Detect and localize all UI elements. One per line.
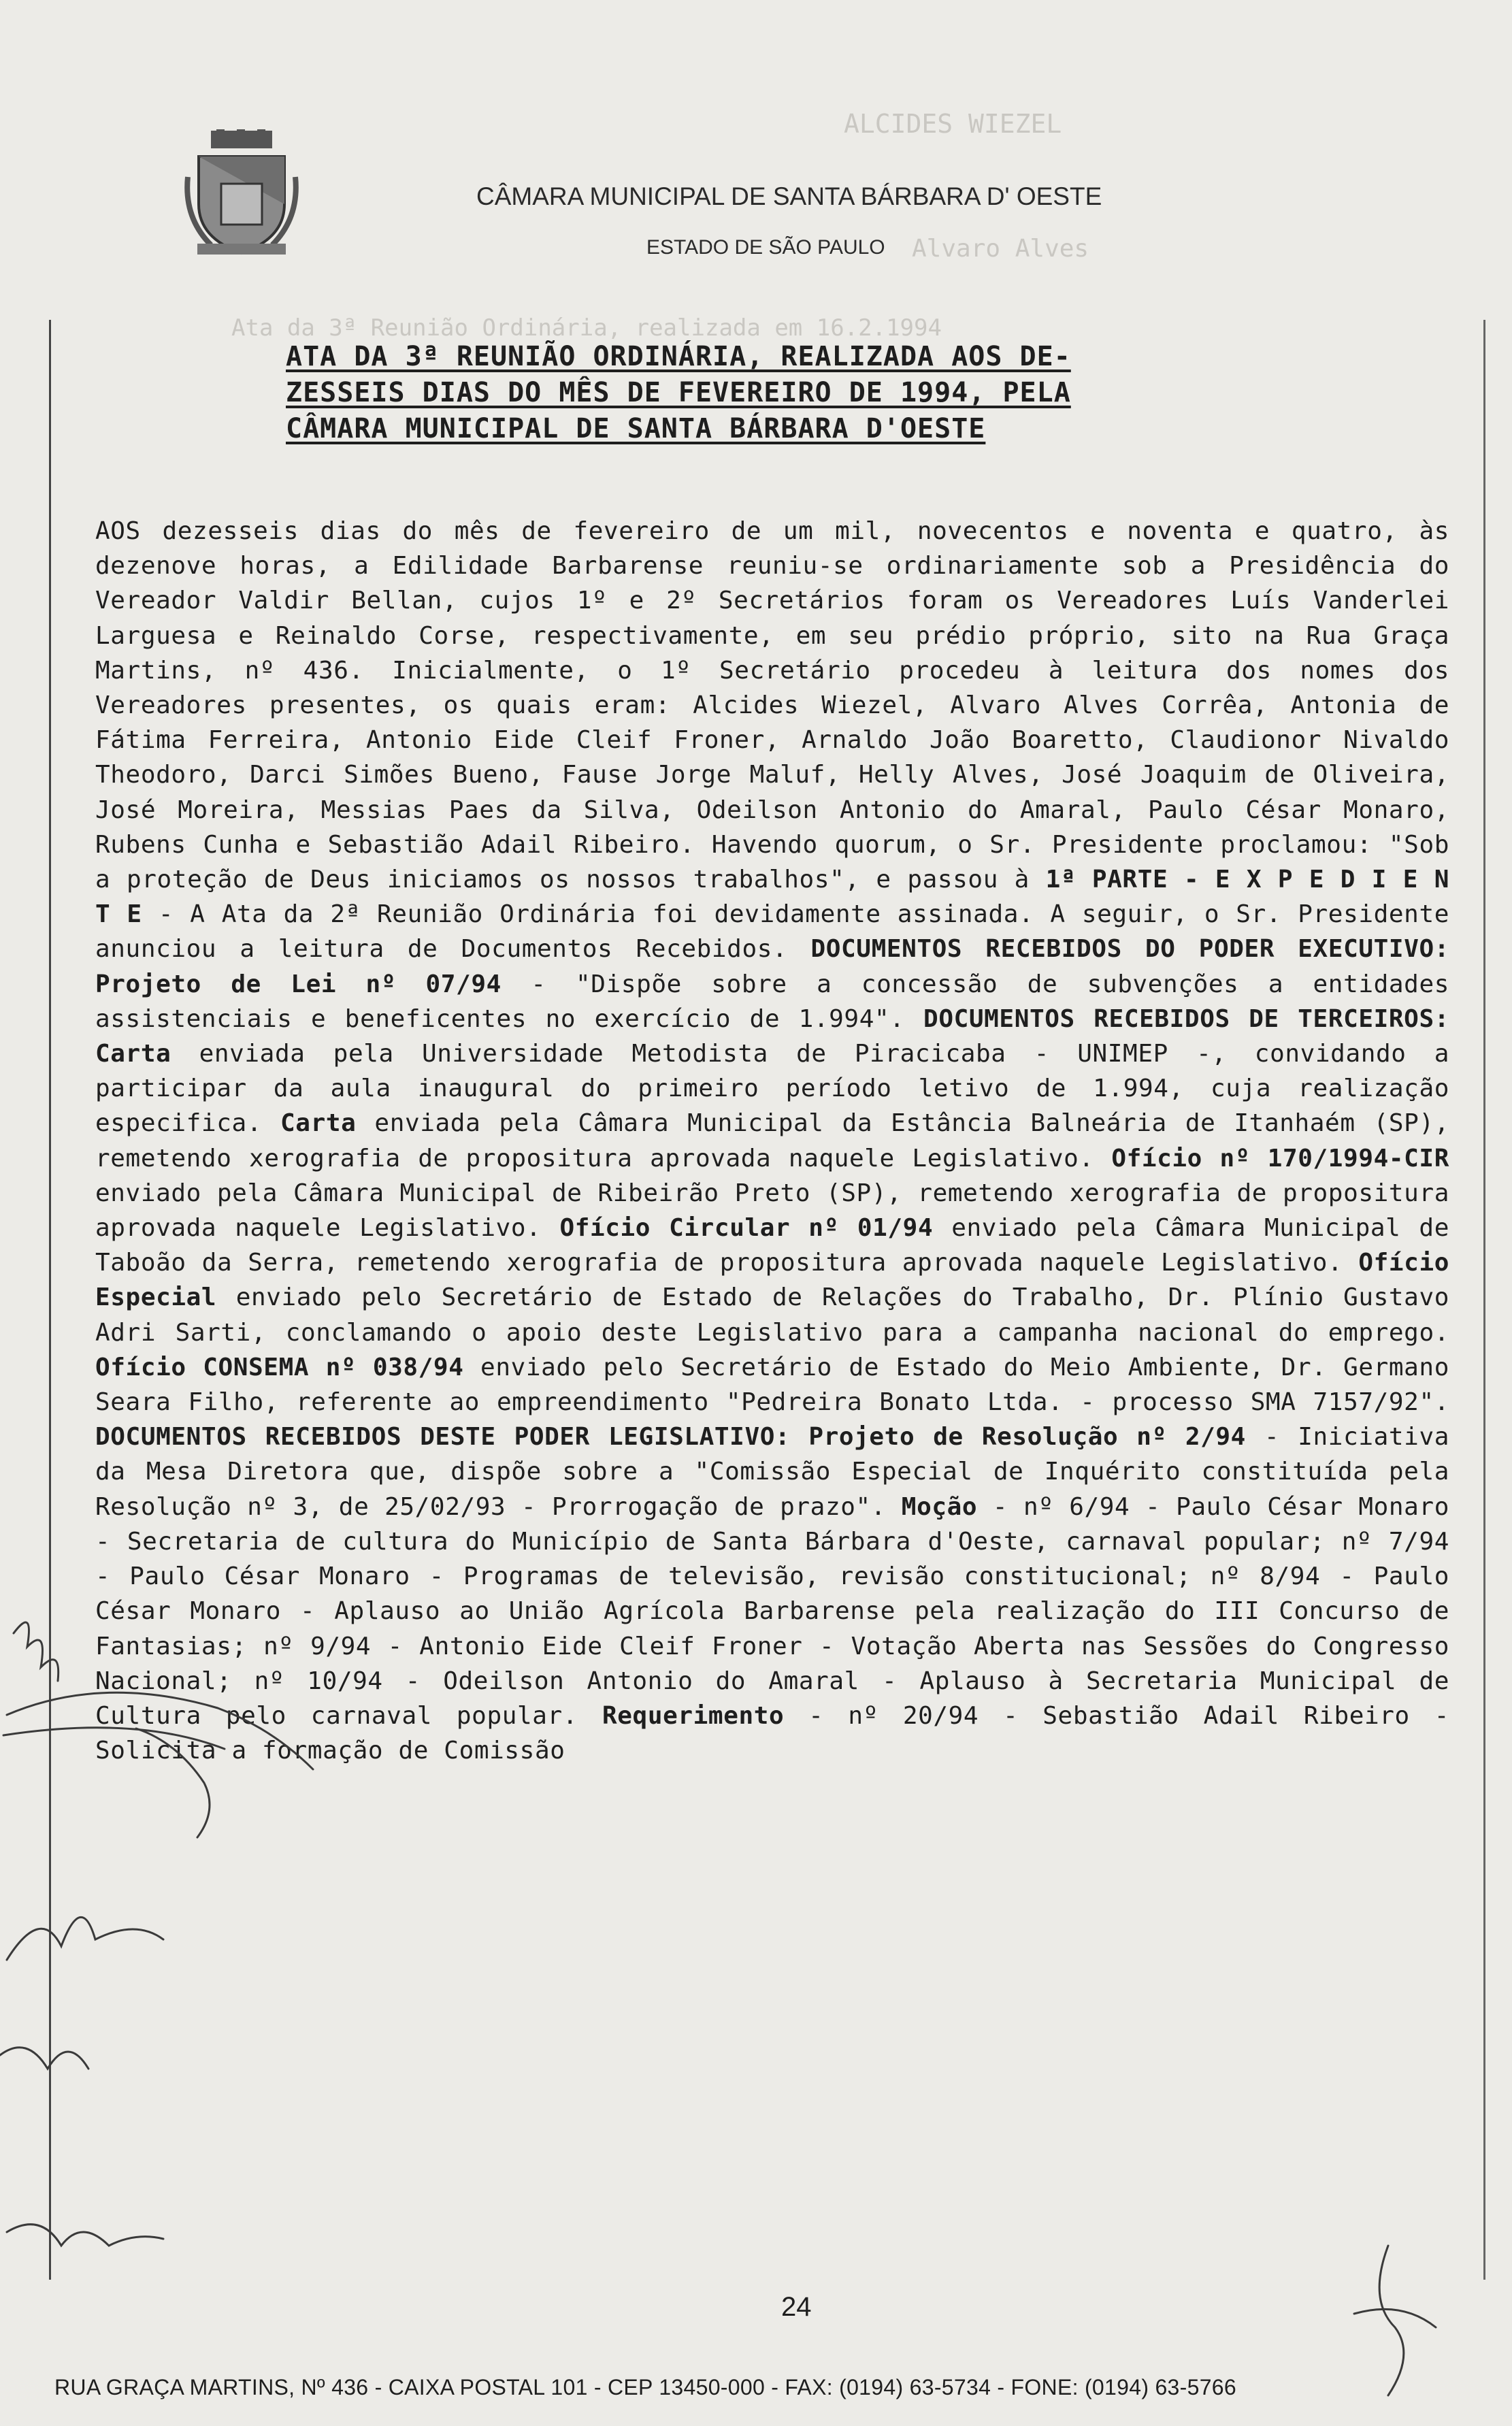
motion-text: - nº 6/94 - Paulo César Monaro - Secretaria de cultura do Município de Santa Bárbara d'Oeste, carnaval popular; nº 7/94 - Paulo César Monaro - Programas de televisão, revisão constitucional; nº 8/94 - Paulo César Monaro - Aplauso ao União Agrícola Barbarense pela realização do III Concurso de Fantasias; nº 9/94 - Antonio Eide Cleif Froner - Votação Aberta nas Sessões do Congresso Nacional; nº 10/94 - Odeilson Antonio do Amaral - Aplauso à Secretaria Municipal de Cultura pelo carnaval popular. <box>95 1492 1449 1730</box>
resolution-text: - Iniciativa da Mesa Diretora que, dispõe sobre a "Comissão Especial de Inquérito constituída pela Resolução nº 3, de 25/02/93 - Prorrogação de prazo". <box>95 1423 1449 1521</box>
request-text: - nº 20/94 - Sebastião Adail Ribeiro - Solicita a formação de Comissão <box>95 1701 1449 1765</box>
official-letter-label: Ofício Especial <box>95 1249 1450 1312</box>
official-letter-text: enviado pelo Secretário de Estado do Meio Ambiente, Dr. Germano Seara Filho, referente ao empreendimento "Pedreira Bonato Ltda. - processo SMA 7157/92". <box>95 1353 1449 1417</box>
minutes-body <box>95 514 1449 1768</box>
official-letter-label: Ofício nº 170/1994-CIR <box>1111 1144 1449 1173</box>
official-letter-text: enviado pelo Secretário de Estado de Relações do Trabalho, Dr. Plínio Gustavo Adri Sarti, conclamando o apoio deste Legislativo para a campanha nacional do emprego. <box>95 1283 1449 1347</box>
third-party-documents-heading: DOCUMENTOS RECEBIDOS DE TERCEIROS: <box>923 1004 1450 1033</box>
motion-label: Moção <box>901 1492 978 1521</box>
right-margin-rule <box>1483 320 1485 2280</box>
bleed-through-name-2: Alvaro Alves <box>912 235 1089 263</box>
ata-approval-text: - A Ata da 2ª Reunião Ordinária foi devidamente assinada. A seguir, o Sr. Presidente anunciou a leitura de Documentos Recebidos. <box>95 900 1450 964</box>
letterhead <box>184 129 1477 279</box>
opening-paragraph: AOS dezesseis dias do mês de fevereiro de um mil, novecentos e noventa e quatro, às dezenove horas, a Edilidade Barbarense reuniu-se ordinariamente sob a Presidência do Vereador Valdir Bellan, cujos 1º e 2º Secretários foram os Vereadores Luís Vanderlei Larguesa e Reinaldo Corse, respectivamente, em seu prédio próprio, sito na Rua Graça Martins, nº 436. Inicialmente, o 1º Secretário procedeu à leitura dos nomes dos Vereadores presentes, os quais eram: Alcides Wiezel, Alvaro Alves Corrêa, Antonia de Fátima Ferreira, Antonio Eide Cleif Froner, Arnaldo João Boaretto, Claudionor Nivaldo Theodoro, Darci Simões Bueno, Fause Jorge Maluf, Helly Alves, José Joaquim de Oliveira, José Moreira, Messias Paes da Silva, Odeilson Antonio do Amaral, Paulo César Monaro, Rubens Cunha e Sebastião Adail Ribeiro. Havendo quorum, o Sr. Presidente proclamou: "Sob a proteção de Deus iniciamos os nossos trabalhos", e passou à <box>95 517 1449 894</box>
letter-label: Carta <box>280 1109 357 1138</box>
request-label: Requerimento <box>602 1701 785 1730</box>
chamber-name: CÂMARA MUNICIPAL DE SANTA BÁRBARA D' OESTE <box>476 182 1102 210</box>
bleed-through-name-1: ALCIDES WIEZEL <box>844 109 1062 139</box>
title-line: CÂMARA MUNICIPAL DE SANTA BÁRBARA D'OESTE <box>286 413 986 444</box>
page-number: 24 <box>781 2292 812 2322</box>
resolution-label: Projeto de Resolução nº 2/94 <box>808 1423 1246 1452</box>
left-margin-rule <box>49 320 51 2280</box>
minutes-title <box>286 339 1252 447</box>
letter-text: enviada pela Câmara Municipal da Estância Balneária de Itanhaém (SP), remetendo xerografia de propositura aprovada naquele Legislativo. <box>95 1109 1449 1173</box>
letter-label: Carta <box>95 1040 171 1068</box>
address-footer: RUA GRAÇA MARTINS, Nº 436 - CAIXA POSTAL 101 - CEP 13450-000 - FAX: (0194) 63-5734 - FONE: (0194) 63-5766 <box>54 2375 1236 2399</box>
title-line: ATA DA 3ª REUNIÃO ORDINÁRIA, REALIZADA AOS DE- <box>286 341 1071 372</box>
bill-label: Projeto de Lei nº 07/94 <box>95 970 502 998</box>
bill-text: - "Dispõe sobre a concessão de subvenções a entidades assistenciais e beneficentes no exercício de 1.994". <box>95 970 1449 1033</box>
expediente-heading: 1ª PARTE - E X P E D I E N T E <box>95 866 1449 929</box>
official-letter-text: enviado pela Câmara Municipal de Ribeirão Preto (SP), remetendo xerografia de propositura aprovada naquele Legislativo. <box>95 1179 1449 1243</box>
coat-of-arms-icon <box>184 129 299 259</box>
title-line: ZESSEIS DIAS DO MÊS DE FEVEREIRO DE 1994, PELA <box>286 377 1071 408</box>
executive-documents-heading: DOCUMENTOS RECEBIDOS DO PODER EXECUTIVO: <box>810 935 1450 964</box>
state-name: ESTADO DE SÃO PAULO <box>646 236 885 259</box>
bleed-through-title: Ata da 3ª Reunião Ordinária, realizada em 16.2.1994 <box>231 314 942 342</box>
official-letter-text: enviado pela Câmara Municipal de Taboão da Serra, remetendo xerografia de propositura aprovada naquele Legislativo. <box>95 1214 1449 1277</box>
legislative-documents-heading: DOCUMENTOS RECEBIDOS DESTE PODER LEGISLATIVO: <box>95 1423 791 1452</box>
official-letter-label: Ofício CONSEMA nº 038/94 <box>95 1353 464 1381</box>
letter-text: enviada pela Universidade Metodista de Piracicaba - UNIMEP -, convidando a participar da aula inaugural do primeiro período letivo de 1.994, cuja realização especifica. <box>95 1040 1450 1138</box>
official-letter-label: Ofício Circular nº 01/94 <box>559 1214 934 1243</box>
